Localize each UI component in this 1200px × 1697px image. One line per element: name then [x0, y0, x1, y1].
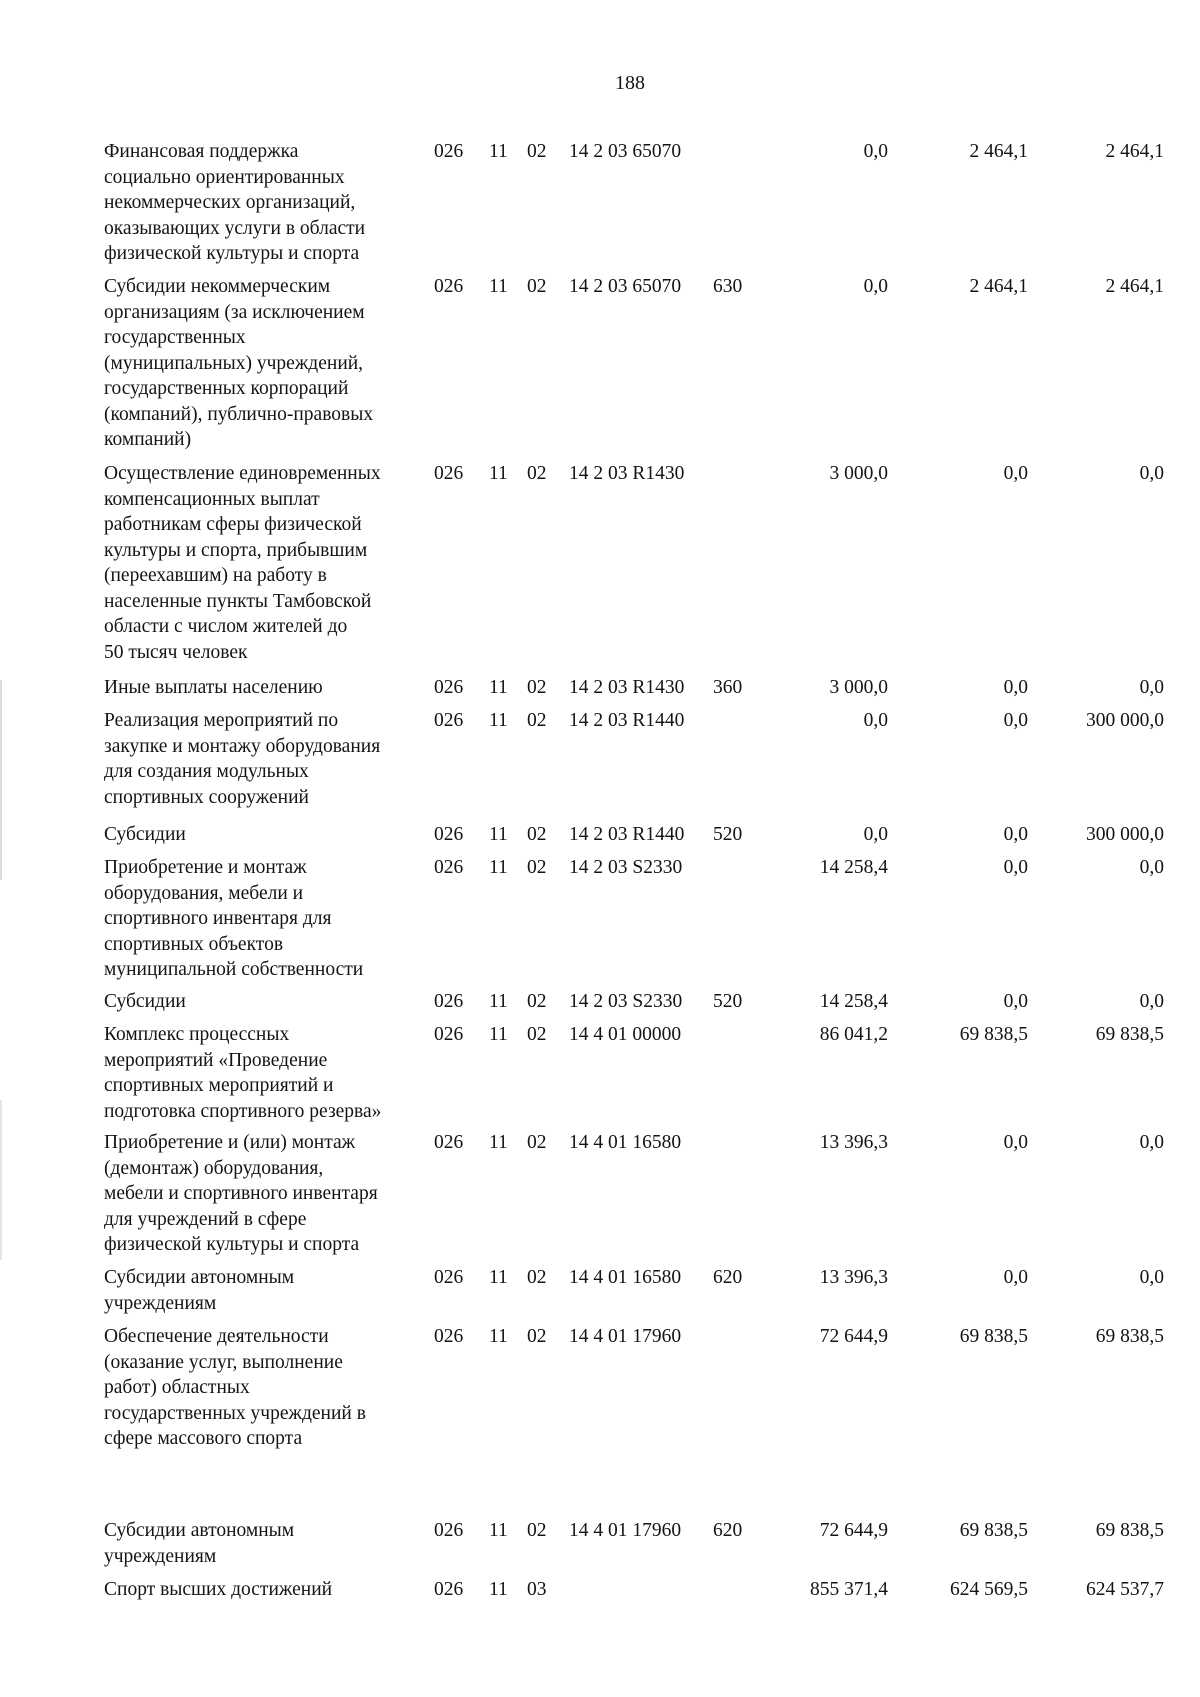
amount-year2-cell: 2 464,1: [969, 276, 1028, 297]
amount-year1-cell: 14 258,4: [819, 991, 888, 1012]
row-name-line: населенные пункты Тамбовской: [104, 590, 372, 612]
target-article-cell: 14 2 03 R1440: [569, 824, 685, 845]
row-name-line: физической культуры и спорта: [104, 243, 360, 264]
amount-year1-cell: 13 396,3: [819, 1267, 888, 1288]
amount-year1-cell: 0,0: [863, 276, 888, 297]
expense-type-cell: 520: [713, 991, 743, 1012]
amount-year2-cell: 0,0: [1003, 857, 1028, 878]
subsection-cell: 02: [527, 1024, 547, 1045]
amount-year3-cell: 0,0: [1139, 1267, 1164, 1288]
grbs-cell: 026: [434, 1267, 464, 1288]
row-name-line: Приобретение и монтаж: [104, 857, 307, 878]
grbs-cell: 026: [434, 710, 464, 731]
row-name-cell: [104, 1518, 424, 1569]
amount-year2-cell: 0,0: [1003, 1267, 1028, 1288]
expense-type-cell: 520: [713, 824, 743, 845]
grbs-cell: 026: [434, 1024, 464, 1045]
target-article-cell: 14 2 03 R1440: [569, 710, 685, 731]
subsection-cell: 02: [527, 276, 547, 297]
grbs-cell: 026: [434, 1520, 464, 1541]
row-name-line: учреждениям: [104, 1545, 217, 1567]
row-name-line: Субсидии некоммерческим: [104, 276, 331, 297]
row-name-line: социально ориентированных: [104, 166, 345, 188]
row-name-line: государственных корпораций: [104, 378, 349, 399]
amount-year3-cell: 69 838,5: [1095, 1024, 1164, 1045]
row-name-line: спортивных сооружений: [104, 786, 309, 808]
row-name-line: компенсационных выплат: [104, 488, 320, 510]
row-name-line: культуры и спорта, прибывшим: [104, 539, 368, 561]
row-name-line: Обеспечение деятельности: [104, 1326, 329, 1347]
row-name-line: некоммерческих организаций,: [104, 192, 356, 213]
subsection-cell: 02: [527, 463, 547, 484]
row-name-line: муниципальной собственности: [104, 959, 364, 980]
row-name-line: оказывающих услуги в области: [104, 217, 366, 239]
grbs-cell: 026: [434, 857, 464, 878]
amount-year2-cell: 0,0: [1003, 1132, 1028, 1153]
row-name-line: учреждениям: [104, 1292, 217, 1314]
row-name-line: Иные выплаты населению: [104, 677, 323, 698]
amount-year3-cell: 300 000,0: [1086, 824, 1164, 845]
row-name-line: оборудования, мебели и: [104, 882, 304, 904]
section-cell: 11: [489, 710, 508, 731]
subsection-cell: 02: [527, 1267, 547, 1288]
row-name-cell: [104, 139, 424, 267]
scan-edge-mark: [0, 1100, 2, 1260]
amount-year1-cell: 3 000,0: [829, 463, 888, 484]
row-name-line: мебели и спортивного инвентаря: [104, 1183, 378, 1204]
row-name-line: (компаний), публично-правовых: [104, 403, 374, 425]
target-article-cell: 14 4 01 17960: [569, 1326, 682, 1347]
row-name-cell: [104, 1022, 424, 1124]
row-name-line: организациям (за исключением: [104, 301, 365, 323]
amount-year2-cell: 0,0: [1003, 463, 1028, 484]
target-article-cell: 14 2 03 65070: [569, 276, 682, 297]
row-name-line: (переехавшим) на работу в: [104, 565, 327, 586]
amount-year3-cell: 0,0: [1139, 1132, 1164, 1153]
amount-year3-cell: 0,0: [1139, 991, 1164, 1012]
amount-year1-cell: 13 396,3: [819, 1132, 888, 1153]
target-article-cell: 14 2 03 65070: [569, 141, 682, 162]
amount-year2-cell: 69 838,5: [959, 1520, 1028, 1541]
grbs-cell: 026: [434, 824, 464, 845]
subsection-cell: 02: [527, 1132, 547, 1153]
amount-year1-cell: 14 258,4: [819, 857, 888, 878]
amount-year3-cell: 69 838,5: [1095, 1326, 1164, 1347]
amount-year3-cell: 2 464,1: [1105, 276, 1164, 297]
row-name-line: (муниципальных) учреждений,: [104, 352, 364, 374]
section-cell: 11: [489, 824, 508, 845]
row-name-line: для создания модульных: [104, 761, 309, 782]
subsection-cell: 02: [527, 677, 547, 698]
section-cell: 11: [489, 857, 508, 878]
target-article-cell: 14 2 03 R1430: [569, 463, 685, 484]
row-name-cell: [104, 461, 424, 665]
grbs-cell: 026: [434, 276, 464, 297]
row-name-line: для учреждений в сфере: [104, 1208, 307, 1230]
expense-type-cell: 360: [713, 677, 743, 698]
section-cell: 11: [489, 1579, 508, 1600]
subsection-cell: 02: [527, 991, 547, 1012]
amount-year1-cell: 72 644,9: [819, 1326, 888, 1347]
row-name-cell: [104, 1577, 424, 1603]
amount-year2-cell: 2 464,1: [969, 141, 1028, 162]
section-cell: 11: [489, 141, 508, 162]
row-name-line: (оказание услуг, выполнение: [104, 1351, 343, 1373]
amount-year2-cell: 69 838,5: [959, 1326, 1028, 1347]
section-cell: 11: [489, 1267, 508, 1288]
subsection-cell: 02: [527, 1520, 547, 1541]
target-article-cell: 14 2 03 R1430: [569, 677, 685, 698]
row-name-line: Финансовая поддержка: [104, 141, 299, 162]
grbs-cell: 026: [434, 141, 464, 162]
subsection-cell: 03: [527, 1579, 547, 1600]
row-name-cell: [104, 989, 424, 1015]
amount-year1-cell: 86 041,2: [819, 1024, 888, 1045]
amount-year3-cell: 300 000,0: [1086, 710, 1164, 731]
amount-year2-cell: 0,0: [1003, 991, 1028, 1012]
row-name-cell: [104, 822, 424, 848]
amount-year1-cell: 855 371,4: [810, 1579, 888, 1600]
amount-year3-cell: 0,0: [1139, 463, 1164, 484]
row-name-cell: [104, 1324, 424, 1452]
row-name-cell: [104, 1265, 424, 1316]
row-name-line: мероприятий «Проведение: [104, 1049, 328, 1071]
target-article-cell: 14 4 01 16580: [569, 1132, 682, 1153]
subsection-cell: 02: [527, 141, 547, 162]
section-cell: 11: [489, 1132, 508, 1153]
subsection-cell: 02: [527, 710, 547, 731]
row-name-line: государственных учреждений в: [104, 1402, 366, 1424]
section-cell: 11: [489, 1326, 508, 1347]
subsection-cell: 02: [527, 824, 547, 845]
target-article-cell: 14 4 01 16580: [569, 1267, 682, 1288]
grbs-cell: 026: [434, 463, 464, 484]
grbs-cell: 026: [434, 991, 464, 1012]
row-name-cell: [104, 675, 424, 701]
target-article-cell: 14 2 03 S2330: [569, 857, 683, 878]
target-article-cell: 14 2 03 S2330: [569, 991, 683, 1012]
subsection-cell: 02: [527, 1326, 547, 1347]
row-name-line: Субсидии автономным: [104, 1267, 295, 1288]
row-name-line: Реализация мероприятий по: [104, 710, 339, 731]
row-name-line: (демонтаж) оборудования,: [104, 1157, 324, 1179]
expense-type-cell: 620: [713, 1267, 743, 1288]
amount-year2-cell: 0,0: [1003, 824, 1028, 845]
amount-year3-cell: 2 464,1: [1105, 141, 1164, 162]
amount-year2-cell: 624 569,5: [950, 1579, 1028, 1600]
row-name-cell: [104, 274, 424, 453]
row-name-line: Субсидии автономным: [104, 1520, 295, 1541]
amount-year3-cell: 0,0: [1139, 857, 1164, 878]
row-name-line: работникам сферы физической: [104, 514, 362, 535]
row-name-line: работ) областных: [104, 1377, 250, 1398]
row-name-line: физической культуры и спорта: [104, 1234, 360, 1255]
row-name-line: 50 тысяч человек: [104, 641, 248, 663]
amount-year1-cell: 72 644,9: [819, 1520, 888, 1541]
section-cell: 11: [489, 463, 508, 484]
amount-year1-cell: 0,0: [863, 824, 888, 845]
grbs-cell: 026: [434, 1326, 464, 1347]
section-cell: 11: [489, 276, 508, 297]
page-number: 188: [615, 72, 645, 94]
section-cell: 11: [489, 991, 508, 1012]
row-name-line: Осуществление единовременных: [104, 463, 381, 484]
section-cell: 11: [489, 1520, 508, 1541]
row-name-line: спортивных мероприятий и: [104, 1075, 334, 1096]
row-name-line: Комплекс процессных: [104, 1024, 290, 1045]
amount-year2-cell: 69 838,5: [959, 1024, 1028, 1045]
row-name-line: Спорт высших достижений: [104, 1579, 333, 1600]
amount-year2-cell: 0,0: [1003, 710, 1028, 731]
amount-year1-cell: 0,0: [863, 710, 888, 731]
row-name-cell: [104, 708, 424, 810]
expense-type-cell: 620: [713, 1520, 743, 1541]
grbs-cell: 026: [434, 1579, 464, 1600]
row-name-line: Субсидии: [104, 991, 186, 1012]
row-name-cell: [104, 1130, 424, 1258]
row-name-line: компаний): [104, 429, 192, 450]
amount-year2-cell: 0,0: [1003, 677, 1028, 698]
row-name-line: сфере массового спорта: [104, 1428, 303, 1449]
section-cell: 11: [489, 677, 508, 698]
target-article-cell: 14 4 01 17960: [569, 1520, 682, 1541]
row-name-line: подготовка спортивного резерва»: [104, 1100, 382, 1122]
amount-year3-cell: 69 838,5: [1095, 1520, 1164, 1541]
row-name-cell: [104, 855, 424, 983]
section-cell: 11: [489, 1024, 508, 1045]
amount-year1-cell: 3 000,0: [829, 677, 888, 698]
subsection-cell: 02: [527, 857, 547, 878]
scan-edge-mark: [0, 680, 2, 880]
grbs-cell: 026: [434, 677, 464, 698]
row-name-line: области с числом жителей до: [104, 616, 348, 637]
row-name-line: государственных: [104, 327, 246, 348]
row-name-line: закупке и монтажу оборудования: [104, 735, 381, 757]
row-name-line: Субсидии: [104, 824, 186, 845]
row-name-line: Приобретение и (или) монтаж: [104, 1132, 356, 1153]
row-name-line: спортивных объектов: [104, 933, 284, 955]
amount-year3-cell: 624 537,7: [1086, 1579, 1164, 1600]
amount-year1-cell: 0,0: [863, 141, 888, 162]
grbs-cell: 026: [434, 1132, 464, 1153]
amount-year3-cell: 0,0: [1139, 677, 1164, 698]
expense-type-cell: 630: [713, 276, 743, 297]
target-article-cell: 14 4 01 00000: [569, 1024, 682, 1045]
row-name-line: спортивного инвентаря для: [104, 908, 332, 929]
